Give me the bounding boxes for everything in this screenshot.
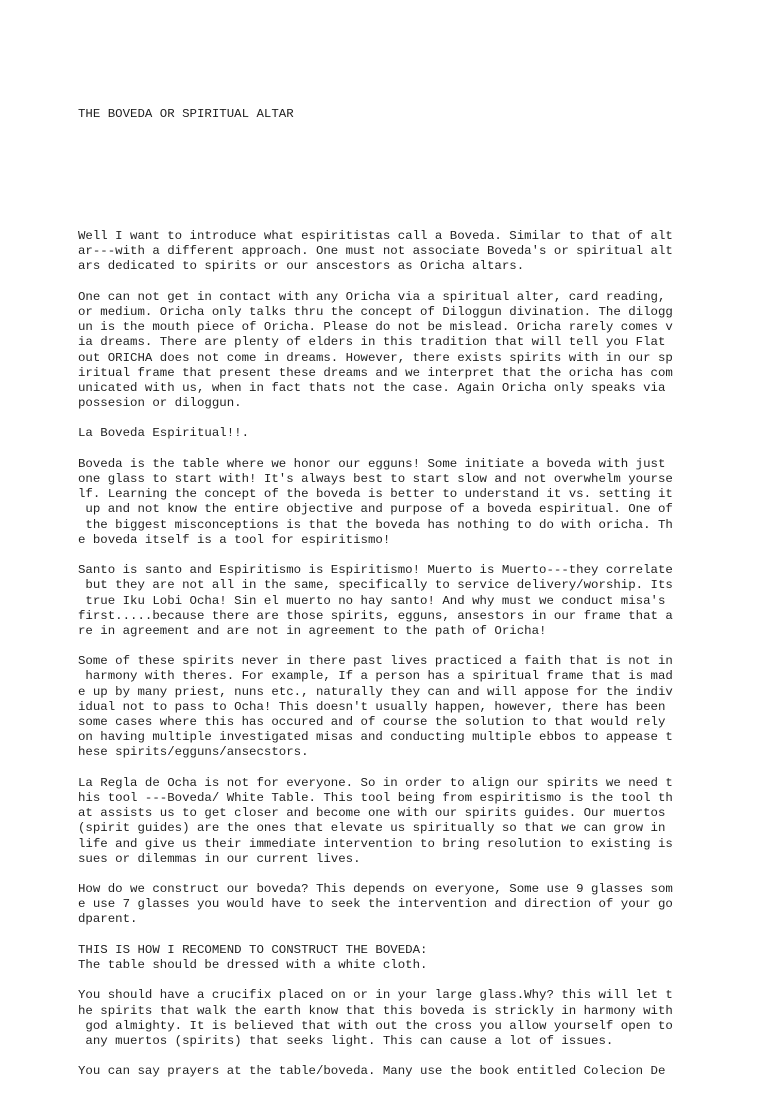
text-line: THIS IS HOW I RECOMEND TO CONSTRUCT THE BOVEDA: (78, 942, 428, 957)
document-body (78, 229, 698, 1080)
paragraph (78, 943, 698, 973)
text-line: life and give us their immediate intervention to bring resolution to existing is (78, 836, 673, 851)
text-line: You should have a crucifix placed on or in your large glass.Why? this will let t (78, 988, 673, 1003)
text-line: dparent. (78, 912, 138, 927)
text-line: Well I want to introduce what espiritistas call a Boveda. Similar to that of alt (78, 229, 673, 244)
text-line: sues or dilemmas in our current lives. (78, 851, 361, 866)
text-line: up and not know the entire objective and purpose of a boveda espiritual. One of (78, 502, 673, 517)
text-line: unicated with us, when in fact thats not the case. Again Oricha only speaks via (78, 380, 666, 395)
text-line: true Iku Lobi Ocha! Sin el muerto no hay santo! And why must we conduct misa's (78, 593, 666, 608)
text-line: One can not get in contact with any Oricha via a spiritual alter, card reading, (78, 289, 666, 304)
text-line: iritual frame that present these dreams and we interpret that the oricha has com (78, 365, 673, 380)
text-line: How do we construct our boveda? This depends on everyone, Some use 9 glasses som (78, 882, 673, 897)
text-line: some cases where this has occured and of course the solution to that would rely (78, 715, 666, 730)
paragraph (78, 882, 698, 928)
text-line: or medium. Oricha only talks thru the concept of Diloggun divination. The dilogg (78, 304, 673, 319)
text-line: harmony with theres. For example, If a person has a spiritual frame that is mad (78, 669, 673, 684)
text-line: un is the mouth piece of Oricha. Please do not be mislead. Oricha rarely comes v (78, 320, 673, 335)
paragraph (78, 776, 698, 867)
text-line: one glass to start with! It's always best to start slow and not overwhelm yourse (78, 472, 673, 487)
text-line: lf. Learning the concept of the boveda is better to understand it vs. setting it (78, 487, 673, 502)
paragraph (78, 457, 698, 548)
text-line: at assists us to get closer and become one with our spirits guides. Our muertos (78, 806, 666, 821)
text-line: La Boveda Espiritual!!. (78, 426, 250, 441)
text-line: ia dreams. There are plenty of elders in this tradition that will tell you Flat (78, 335, 666, 350)
text-line: La Regla de Ocha is not for everyone. So in order to align our spirits we need t (78, 775, 673, 790)
text-line: You can say prayers at the table/boveda. Many use the book entitled Colecion De (78, 1064, 666, 1079)
text-line: ars dedicated to spirits or our anscestors as Oricha altars. (78, 259, 525, 274)
text-line: on having multiple investigated misas and conducting multiple ebbos to appease t (78, 730, 673, 745)
document-page (78, 77, 698, 1110)
paragraph (78, 988, 698, 1049)
text-line: e up by many priest, nuns etc., naturally they can and will appose for the indiv (78, 684, 673, 699)
text-line: he spirits that walk the earth know that this boveda is strickly in harmony with (78, 1003, 673, 1018)
text-line: e boveda itself is a tool for espiritismo! (78, 532, 391, 547)
text-line: any muertos (spirits) that seeks light. This can cause a lot of issues. (78, 1033, 614, 1048)
title-spacer (78, 153, 698, 199)
text-line: his tool ---Boveda/ White Table. This tool being from espiritismo is the tool th (78, 790, 673, 805)
text-line: Santo is santo and Espiritismo is Espiritismo! Muerto is Muerto---they correlate (78, 563, 673, 578)
text-line: (spirit guides) are the ones that elevate us spiritually so that we can grow in (78, 821, 666, 836)
paragraph (78, 563, 698, 639)
text-line: Some of these spirits never in there past lives practiced a faith that is not in (78, 654, 673, 669)
text-line: out ORICHA does not come in dreams. However, there exists spirits with in our sp (78, 350, 673, 365)
text-line: The table should be dressed with a white cloth. (78, 958, 428, 973)
paragraph (78, 229, 698, 275)
text-line: e use 7 glasses you would have to seek the intervention and direction of your go (78, 897, 673, 912)
paragraph (78, 1064, 698, 1079)
text-line: Boveda is the table where we honor our egguns! Some initiate a boveda with just (78, 456, 666, 471)
text-line: hese spirits/egguns/ansecstors. (78, 745, 309, 760)
text-line: ar---with a different approach. One must not associate Boveda's or spiritual alt (78, 244, 673, 259)
text-line: but they are not all in the same, specifically to service delivery/worship. Its (78, 578, 673, 593)
paragraph (78, 654, 698, 760)
text-line: idual not to pass to Ocha! This doesn't usually happen, however, there has been (78, 699, 666, 714)
paragraph (78, 426, 698, 441)
text-line: the biggest misconceptions is that the boveda has nothing to do with oricha. Th (78, 517, 673, 532)
text-line: possesion or diloggun. (78, 396, 242, 411)
text-line: re in agreement and are not in agreement to the path of Oricha! (78, 623, 547, 638)
text-line: first.....because there are those spirits, egguns, ansestors in our frame that a (78, 608, 673, 623)
document-title: THE BOVEDA OR SPIRITUAL ALTAR (78, 107, 294, 122)
paragraph (78, 290, 698, 412)
text-line: god almighty. It is believed that with out the cross you allow yourself open to (78, 1018, 673, 1033)
